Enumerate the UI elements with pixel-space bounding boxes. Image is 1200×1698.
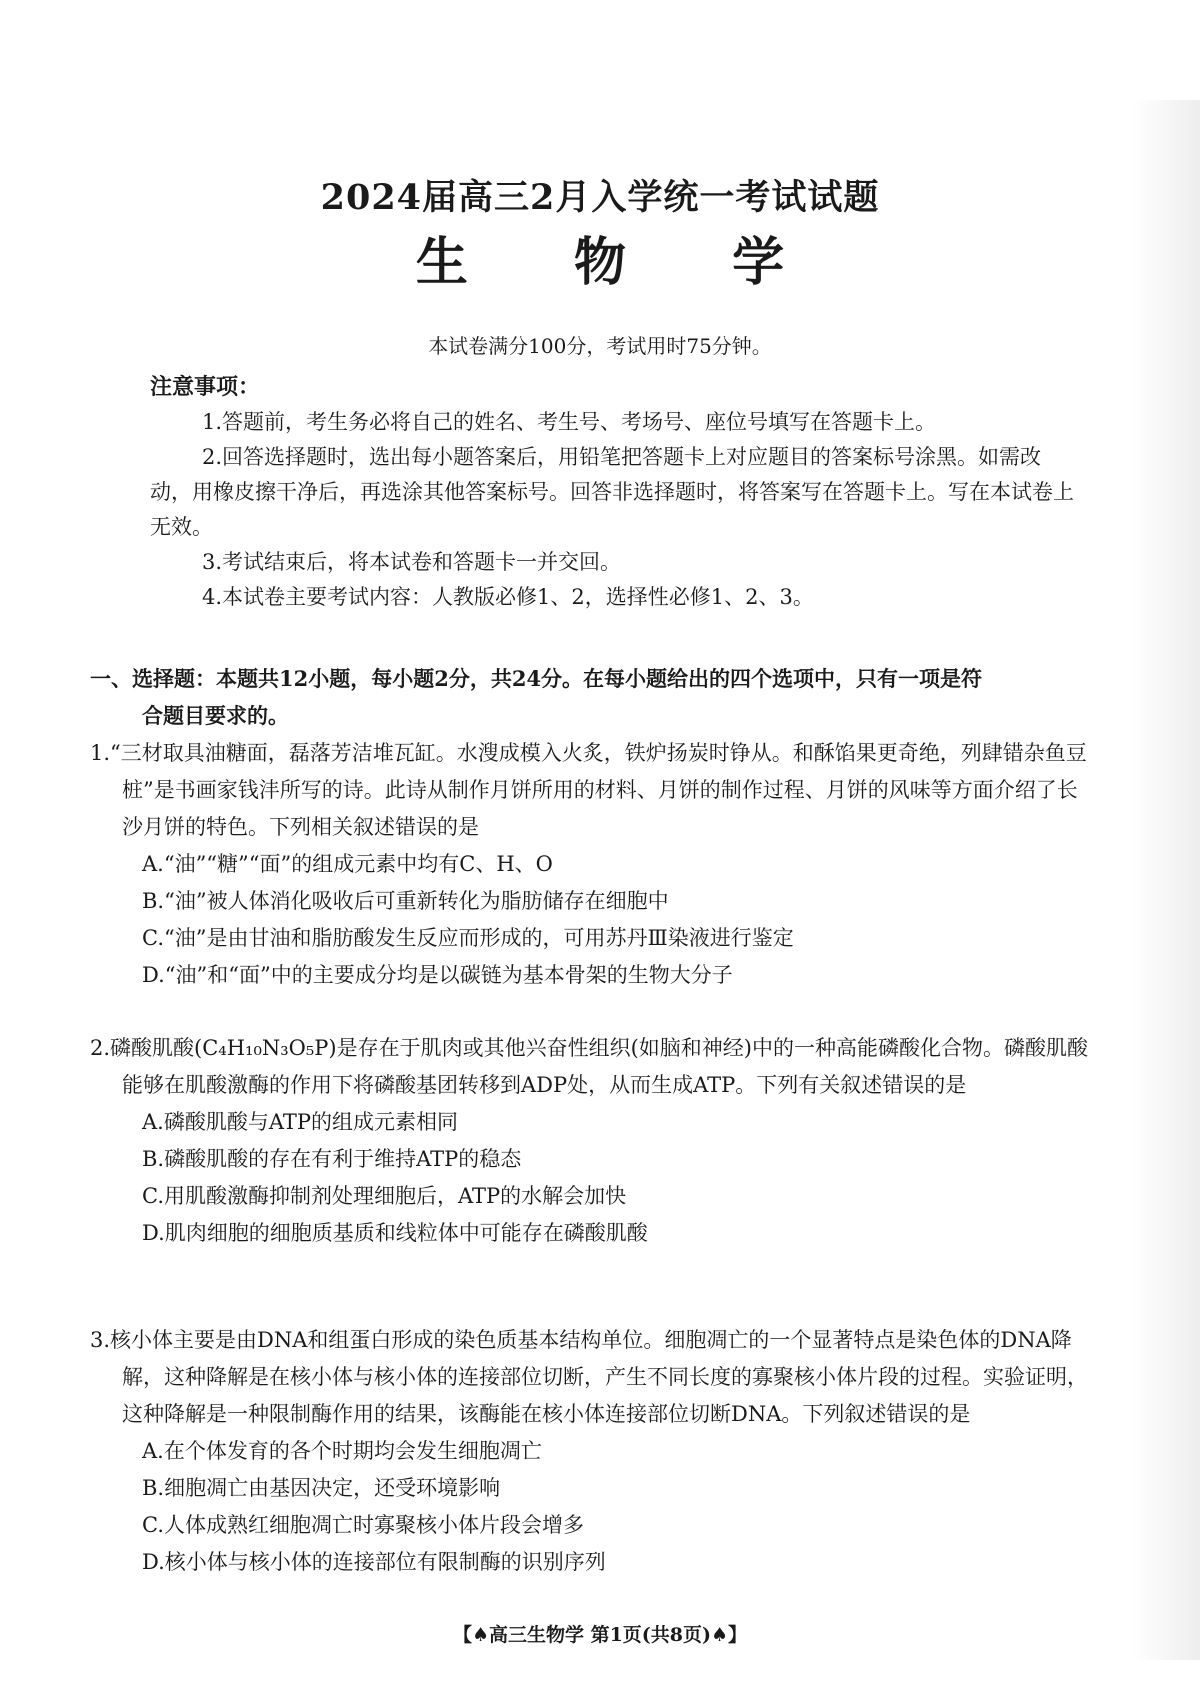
notice-list <box>150 405 1080 615</box>
option-b: B.细胞凋亡由基因决定，还受环境影响 <box>142 1476 501 1500</box>
score-note: 本试卷满分100分，考试用时75分钟。 <box>428 334 772 358</box>
option-b: B.“油”被人体消化吸收后可重新转化为脂肪储存在细胞中 <box>142 889 669 913</box>
option-a: A.在个体发育的各个时期均会发生细胞凋亡 <box>142 1439 542 1463</box>
question-3 <box>90 1322 1090 1581</box>
option-b: B.磷酸肌酸的存在有利于维持ATP的稳态 <box>142 1147 522 1171</box>
section-heading-line2: 合题目要求的。 <box>142 703 289 728</box>
notice-item: 4.本试卷主要考试内容：人教版必修1、2，选择性必修1、2、3。 <box>202 585 814 609</box>
notice-item: 3.考试结束后，将本试卷和答题卡一并交回。 <box>202 550 622 574</box>
option-d: D.核小体与核小体的连接部位有限制酶的识别序列 <box>142 1550 606 1574</box>
option-c: C.人体成熟红细胞凋亡时寡聚核小体片段会增多 <box>142 1513 584 1537</box>
question-stem: 1.“三材取具油糖面，磊落芳洁堆瓦缸。水溲成模入火炙，铁炉扬炭时铮从。和酥馅果更奇绝，列肆错杂鱼豆桩”是书画家钱沣所写的诗。此诗从制作月饼所用的材料、月饼的制作过程、月饼的风味等方面介绍了长沙月饼的特色。下列相关叙述错误的是 <box>90 741 1087 839</box>
notice-heading: 注意事项： <box>150 374 261 400</box>
option-a: A.磷酸肌酸与ATP的组成元素相同 <box>142 1110 458 1134</box>
section-heading-line1: 一、选择题：本题共12小题，每小题2分，共24分。在每小题给出的四个选项中，只有一项是符 <box>90 666 983 691</box>
option-c: C.“油”是由甘油和脂肪酸发生反应而形成的，可用苏丹Ⅲ染液进行鉴定 <box>142 926 794 950</box>
option-d: D.肌肉细胞的细胞质基质和线粒体中可能存在磷酸肌酸 <box>142 1221 648 1245</box>
section-heading <box>90 660 1090 734</box>
option-a: A.“油”“糖”“面”的组成元素中均有C、H、O <box>142 852 553 876</box>
exam-title: 2024届高三2月入学统一考试试题 <box>320 177 880 218</box>
option-c: C.用肌酸激酶抑制剂处理细胞后，ATP的水解会加快 <box>142 1184 627 1208</box>
notice-item: 2.回答选择题时，选出每小题答案后，用铅笔把答题卡上对应题目的答案标号涂黑。如需改动，用橡皮擦干净后，再选涂其他答案标号。回答非选择题时，将答案写在答题卡上。写在本试卷上无效。 <box>150 445 1074 539</box>
question-2 <box>90 1030 1090 1252</box>
option-d: D.“油”和“面”中的主要成分均是以碳链为基本骨架的生物大分子 <box>142 963 733 987</box>
page-footer: 【♠高三生物学 第1页(共8页)♠】 <box>452 1624 748 1646</box>
question-1 <box>90 735 1090 994</box>
subject-title: 生 物 学 <box>415 232 829 293</box>
notice-item: 1.答题前，考生务必将自己的姓名、考生号、考场号、座位号填写在答题卡上。 <box>202 410 937 434</box>
question-stem: 2.磷酸肌酸(C₄H₁₀N₃O₅P)是存在于肌肉或其他兴奋性组织(如脑和神经)中的一种高能磷酸化合物。磷酸肌酸能够在肌酸激酶的作用下将磷酸基团转移到ADP处，从而生成ATP。下列有关叙述错误的是 <box>90 1036 1088 1097</box>
question-stem: 3.核小体主要是由DNA和组蛋白形成的染色质基本结构单位。细胞凋亡的一个显著特点是染色体的DNA降解，这种降解是在核小体与核小体的连接部位切断，产生不同长度的寡聚核小体片段的过程。实验证明，这种降解是一种限制酶作用的结果，该酶能在核小体连接部位切断DNA。下列叙述错误的是 <box>90 1328 1088 1426</box>
